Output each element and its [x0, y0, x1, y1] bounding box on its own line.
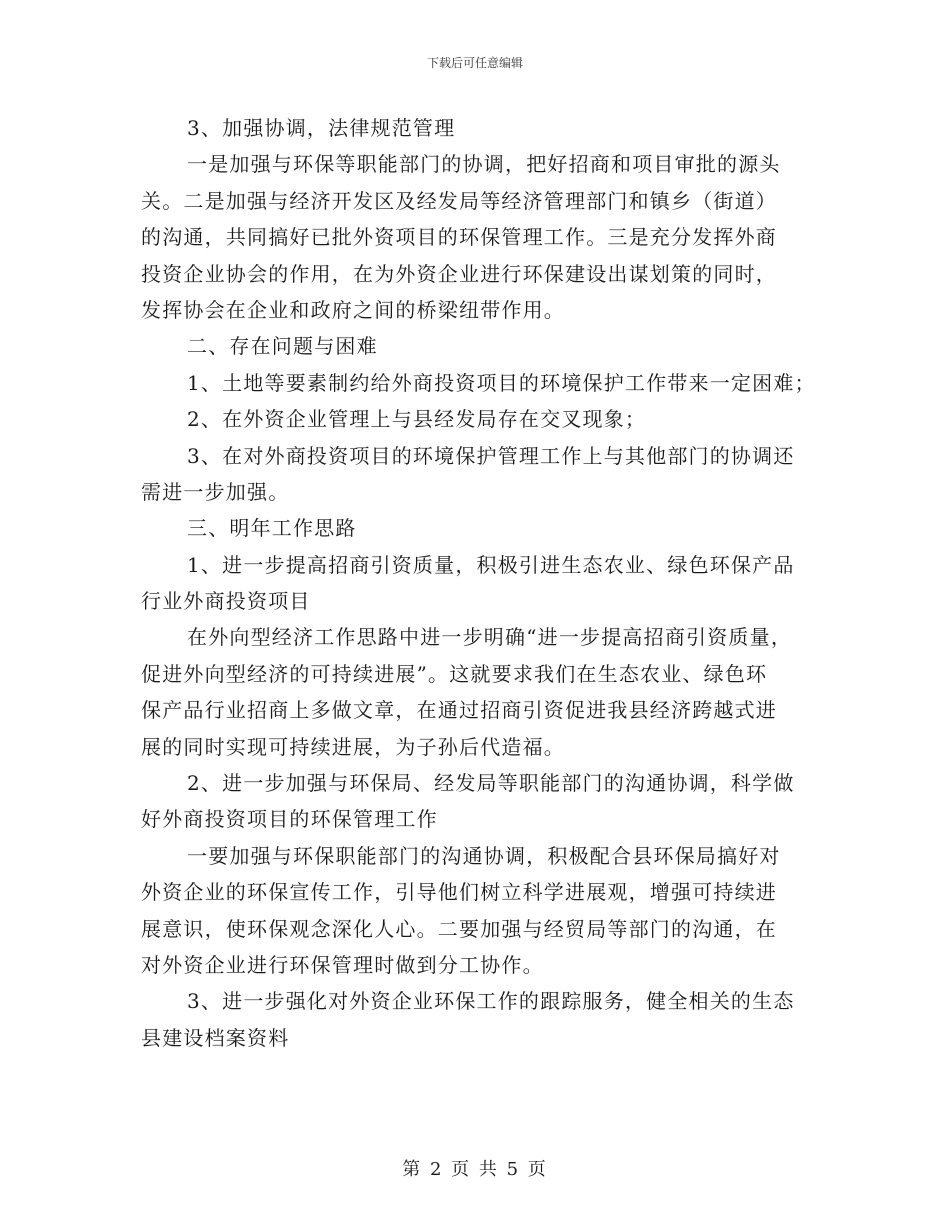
- text-line: 的沟通，共同搞好已批外资项目的环保管理工作。三是充分发挥外商: [141, 225, 777, 250]
- text-line: 促进外向型经济的可持续进展”。这就要求我们在生态农业、绿色环: [141, 661, 768, 686]
- text-line: 展意识，使环保观念深化人心。二要加强与经贸局等部门的沟通，在: [141, 916, 777, 941]
- text-line: 对外资企业进行环保管理时做到分工协作。: [141, 952, 544, 977]
- text-line: 投资企业协会的作用，在为外资企业进行环保建设出谋划策的同时，: [141, 261, 777, 286]
- document-body: [141, 110, 821, 1056]
- page-header: 下载后可任意编辑: [426, 56, 523, 70]
- text-line: 在外向型经济工作思路中进一步明确“进一步提高招商引资质量，: [187, 625, 793, 650]
- text-line: 行业外商投资项目: [141, 589, 311, 614]
- text-line: 2、在外资企业管理上与县经发局存在交叉现象；: [187, 407, 647, 432]
- text-line: 3、进一步强化对外资企业环保工作的跟踪服务，健全相关的生态: [187, 989, 795, 1014]
- page-footer: 第 2 页 共 5 页: [402, 1159, 548, 1180]
- text-line: 县建设档案资料: [141, 1025, 290, 1050]
- text-line: 保产品行业招商上多做文章，在通过招商引资促进我县经济跨越式进: [141, 698, 777, 723]
- text-line: 3、在对外商投资项目的环境保护管理工作上与其他部门的协调还: [187, 443, 795, 468]
- text-line: 二、存在问题与困难: [187, 334, 378, 359]
- text-line: 需进一步加强。: [141, 479, 290, 504]
- text-line: 2、进一步加强与环保局、经发局等职能部门的沟通协调，科学做: [187, 771, 795, 796]
- text-line: 好外商投资项目的环保管理工作: [141, 807, 438, 832]
- text-line: 1、土地等要素制约给外商投资项目的环境保护工作带来一定困难；: [187, 370, 816, 395]
- text-line: 外资企业的环保宣传工作，引导他们树立科学进展观，增强可持续进: [141, 880, 777, 905]
- text-line: 3、加强协调，法律规范管理: [187, 116, 456, 140]
- text-line: 关。二是加强与经济开发区及经发局等经济管理部门和镇乡（街道）: [141, 188, 777, 213]
- text-line: 一是加强与环保等职能部门的协调，把好招商和项目审批的源头: [187, 152, 781, 177]
- text-line: 发挥协会在企业和政府之间的桥梁纽带作用。: [141, 297, 565, 322]
- text-line: 展的同时实现可持续进展，为子孙后代造福。: [141, 734, 565, 759]
- text-line: 一要加强与环保职能部门的沟通协调，积极配合县环保局搞好对: [187, 843, 781, 868]
- text-line: 三、明年工作思路: [187, 516, 357, 541]
- text-line: 1、进一步提高招商引资质量，积极引进生态农业、绿色环保产品: [187, 552, 795, 577]
